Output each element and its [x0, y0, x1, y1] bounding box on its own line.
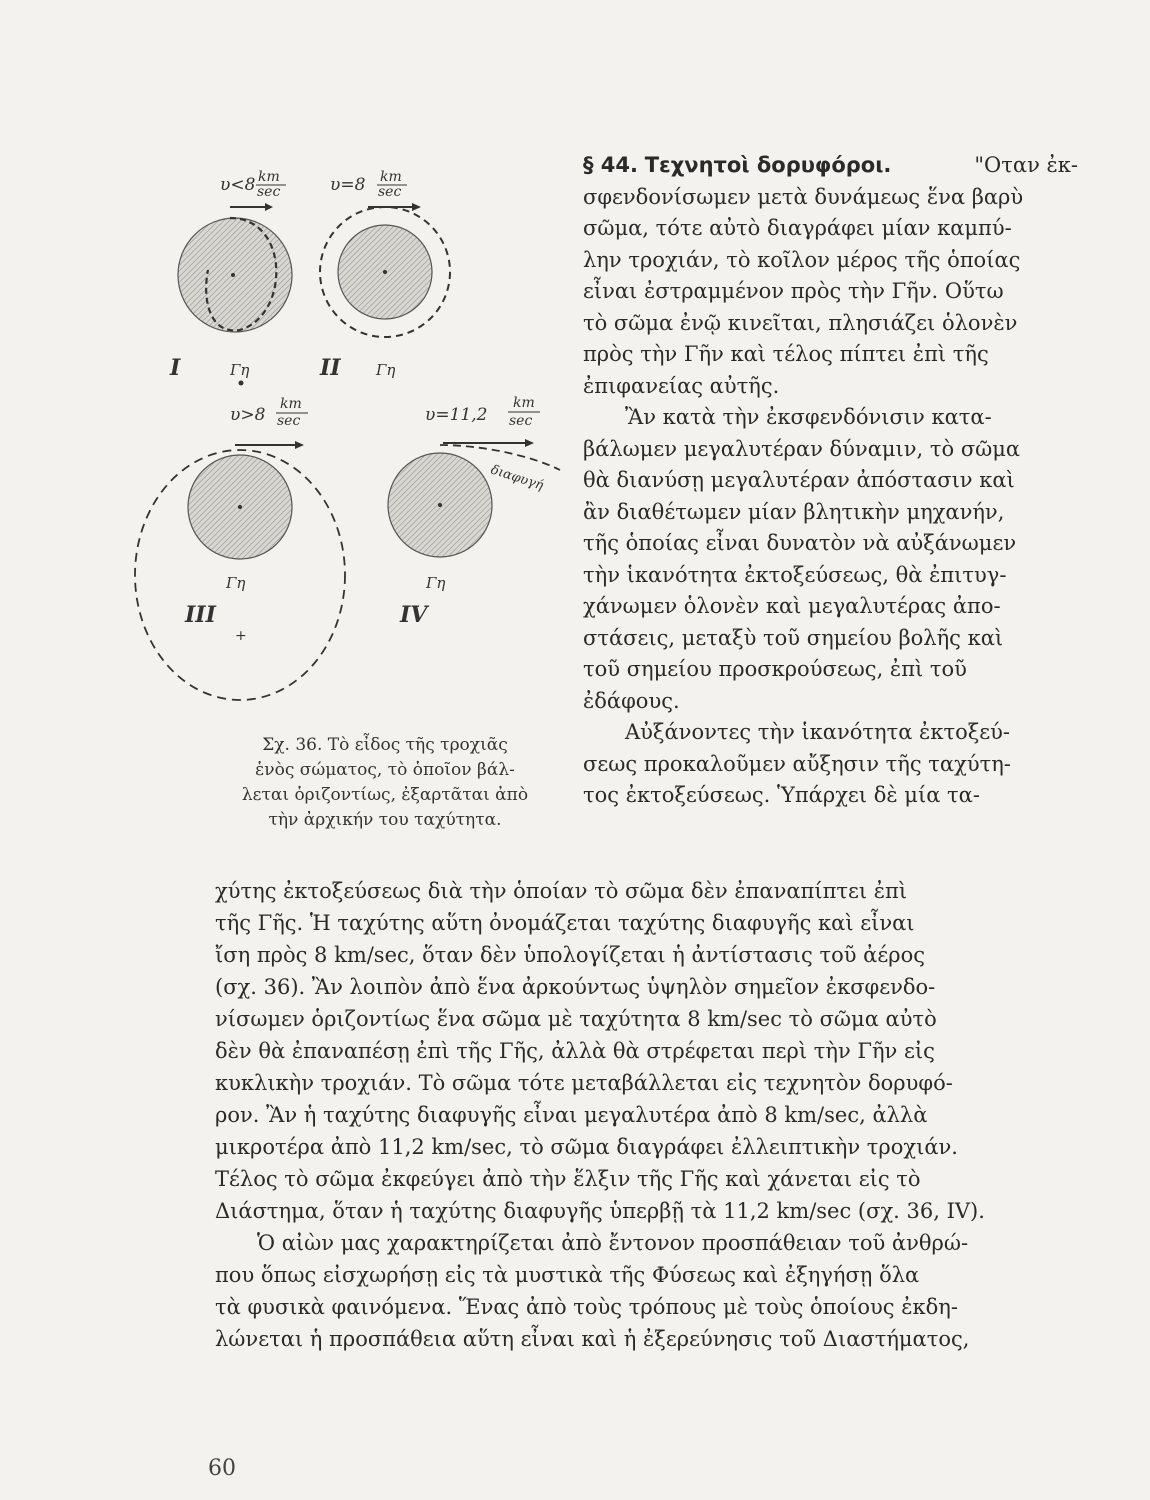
section-heading-line	[583, 150, 1078, 182]
text-line: "Οταν ἐκ-	[974, 153, 1078, 177]
panel-1-unit-num: km	[258, 169, 280, 185]
panel-3-unit-den: sec	[277, 413, 301, 429]
earth-label-3: Γη	[226, 574, 246, 592]
section-number: § 44.	[583, 153, 639, 177]
earth-label-2: Γη	[376, 361, 396, 379]
text-line: τὴν ἱκανότητα ἐκτοξεύσεως, θὰ ἐπιτυγ-	[583, 562, 1007, 587]
text-line: δὲν θὰ ἐπαναπέσῃ ἐπὶ τῆς Γῆς, ἀλλὰ θὰ στρέφεται περὶ τὴν Γῆν εἰς	[215, 1039, 935, 1063]
text-line: πρὸς τὴν Γῆν καὶ τέλος πίπτει ἐπὶ τῆς	[583, 342, 989, 366]
text-line: βάλωμεν μεγαλυτέραν δύναμιν, τὸ σῶμα	[583, 436, 1021, 461]
caption-line: τὴν ἀρχικήν του ταχύτητα.	[268, 810, 502, 830]
text-line: χάνωμεν ὁλονὲν καὶ μεγαλυτέρας ἀπο-	[583, 594, 1001, 618]
panel-4-unit-num: km	[513, 395, 535, 411]
page-number: 60	[208, 1456, 236, 1481]
panel-1	[169, 169, 292, 386]
text-line: λην τροχιάν, τὸ κοῖλον μέρος τῆς ὁποίας	[583, 247, 1021, 272]
text-line: (σχ. 36). Ἂν λοιπὸν ἀπὸ ἕνα ἀρκούντως ὑψηλὸν σημεῖον ἐκσφενδο-	[215, 975, 936, 999]
text-line: χύτης ἐκτοξεύσεως διὰ τὴν ὁποίαν τὸ σῶμα δὲν ἐπαναπίπτει ἐπὶ	[215, 879, 908, 903]
text-line: ἐπιφανείας αὐτῆς.	[583, 373, 780, 398]
panel-1-unit-den: sec	[257, 184, 281, 200]
panel-4-unit-den: sec	[509, 413, 533, 429]
text-line: τὸ σῶμα ἐνῷ κινεῖται, πλησιάζει ὁλονὲν	[583, 310, 1018, 335]
earth-label-1: Γη	[230, 361, 250, 379]
panel-3-unit-num: km	[280, 396, 302, 412]
panel-2	[319, 169, 450, 381]
orbit-figure	[130, 150, 570, 730]
roman-1: I	[170, 355, 181, 381]
text-line: εἶναι ἐστραμμένον πρὸς τὴν Γῆν. Οὕτω	[583, 279, 1004, 303]
panel-2-unit-num: km	[380, 169, 402, 185]
caption-line: λεται ὁριζοντίως, ἐξαρτᾶται ἀπὸ	[241, 785, 529, 805]
text-line: τοῦ σημείου προσκρούσεως, ἐπὶ τοῦ	[583, 657, 967, 681]
panel-4	[388, 395, 560, 628]
text-line: νίσωμεν ὁριζοντίως ἕνα σῶμα μὲ ταχύτητα 8 km/sec τὸ σῶμα αὐτὸ	[215, 1007, 937, 1031]
caption-line: ἑνὸς σώματος, τὸ ὁποῖον βάλ-	[255, 760, 515, 780]
roman-3: III	[185, 602, 216, 628]
text-line: ἂν διαθέτωμεν μίαν βλητικὴν μηχανήν,	[583, 499, 1005, 524]
panel-2-velocity: υ=8	[330, 175, 366, 195]
text-line: τῆς Γῆς. Ἡ ταχύτης αὕτη ὀνομάζεται ταχύτης διαφυγῆς καὶ εἶναι	[215, 911, 915, 935]
text-line: ἐδάφους.	[583, 688, 680, 713]
caption-line: Σχ. 36. Τὸ εἶδος τῆς τροχιᾶς	[262, 735, 508, 755]
panel-3-velocity: υ>8	[230, 405, 266, 425]
escape-label: διαφυγή	[488, 462, 546, 494]
figure-caption	[215, 733, 555, 833]
text-line: ρον. Ἂν ἡ ταχύτης διαφυγῆς εἶναι μεγαλυτέρα ἀπὸ 8 km/sec, ἀλλὰ	[215, 1103, 928, 1127]
panel-3	[135, 396, 345, 700]
text-line: σφενδονίσωμεν μετὰ δυνάμεως ἕνα βαρὺ	[583, 184, 1024, 209]
text-line: Ἂν κατὰ τὴν ἐκσφενδόνισιν κατα-	[625, 405, 992, 429]
text-line: τος ἐκτοξεύσεως. Ὑπάρχει δὲ μία τα-	[583, 783, 980, 807]
section-title: Τεχνητοὶ δορυφόροι.	[644, 153, 892, 177]
panel-2-unit-den: sec	[378, 184, 402, 200]
text-line: στάσεις, μεταξὺ τοῦ σημείου βολῆς καὶ	[583, 625, 1004, 650]
right-column-text	[583, 150, 1078, 812]
text-line: λώνεται ἡ προσπάθεια αὕτη εἶναι καὶ ἡ ἐξερεύνησις τοῦ Διαστήματος,	[215, 1327, 970, 1351]
text-line: σεως προκαλοῦμεν αὔξησιν τῆς ταχύτη-	[583, 751, 1011, 776]
text-line: σῶμα, τότε αὐτὸ διαγράφει μίαν καμπύ-	[583, 216, 1012, 240]
text-line: μικροτέρα ἀπὸ 11,2 km/sec, τὸ σῶμα διαγράφει ἐλλειπτικὴν τροχιάν.	[215, 1135, 958, 1159]
roman-4: IV	[400, 602, 428, 628]
earth-label-4: Γη	[426, 574, 446, 592]
text-line: θὰ διανύσῃ μεγαλυτέραν ἀπόστασιν καὶ	[583, 468, 1015, 492]
text-line: Ὁ αἰὼν μας χαρακτηρίζεται ἀπὸ ἔντονον προσπάθειαν τοῦ ἀνθρώ-	[257, 1231, 969, 1255]
svg-text:+: +	[235, 628, 247, 644]
text-line: Τέλος τὸ σῶμα ἐκφεύγει ἀπὸ τὴν ἕλξιν τῆς Γῆς καὶ χάνεται εἰς τὸ	[215, 1167, 921, 1191]
text-line: κυκλικὴν τροχιάν. Τὸ σῶμα τότε μεταβάλλεται εἰς τεχνητὸν δορυφό-	[215, 1071, 953, 1095]
text-line: που ὅπως εἰσχωρήσῃ εἰς τὰ μυστικὰ τῆς Φύσεως καὶ ἐξηγήσῃ ὅλα	[215, 1263, 920, 1287]
orbit-diagram	[130, 150, 570, 730]
panel-1-velocity: υ<8	[220, 175, 256, 195]
text-line: Αὐξάνοντες τὴν ἱκανότητα ἐκτοξεύ-	[625, 720, 1011, 744]
text-line: Διάστημα, ὅταν ἡ ταχύτης διαφυγῆς ὑπερβῇ τὰ 11,2 km/sec (σχ. 36, IV).	[215, 1199, 985, 1223]
roman-2: II	[320, 355, 341, 381]
panel-4-velocity: υ=11,2	[425, 405, 488, 425]
text-line: ἴση πρὸς 8 km/sec, ὅταν δὲν ὑπολογίζεται ἡ ἀντίστασις τοῦ ἀέρος	[215, 943, 925, 967]
text-line: τὰ φυσικὰ φαινόμενα. Ἕνας ἀπὸ τοὺς τρόπους μὲ τοὺς ὁποίους ἐκδη-	[215, 1295, 958, 1319]
full-width-text	[215, 875, 1077, 1355]
text-line: τῆς ὁποίας εἶναι δυνατὸν νὰ αὐξάνωμεν	[583, 531, 1017, 555]
